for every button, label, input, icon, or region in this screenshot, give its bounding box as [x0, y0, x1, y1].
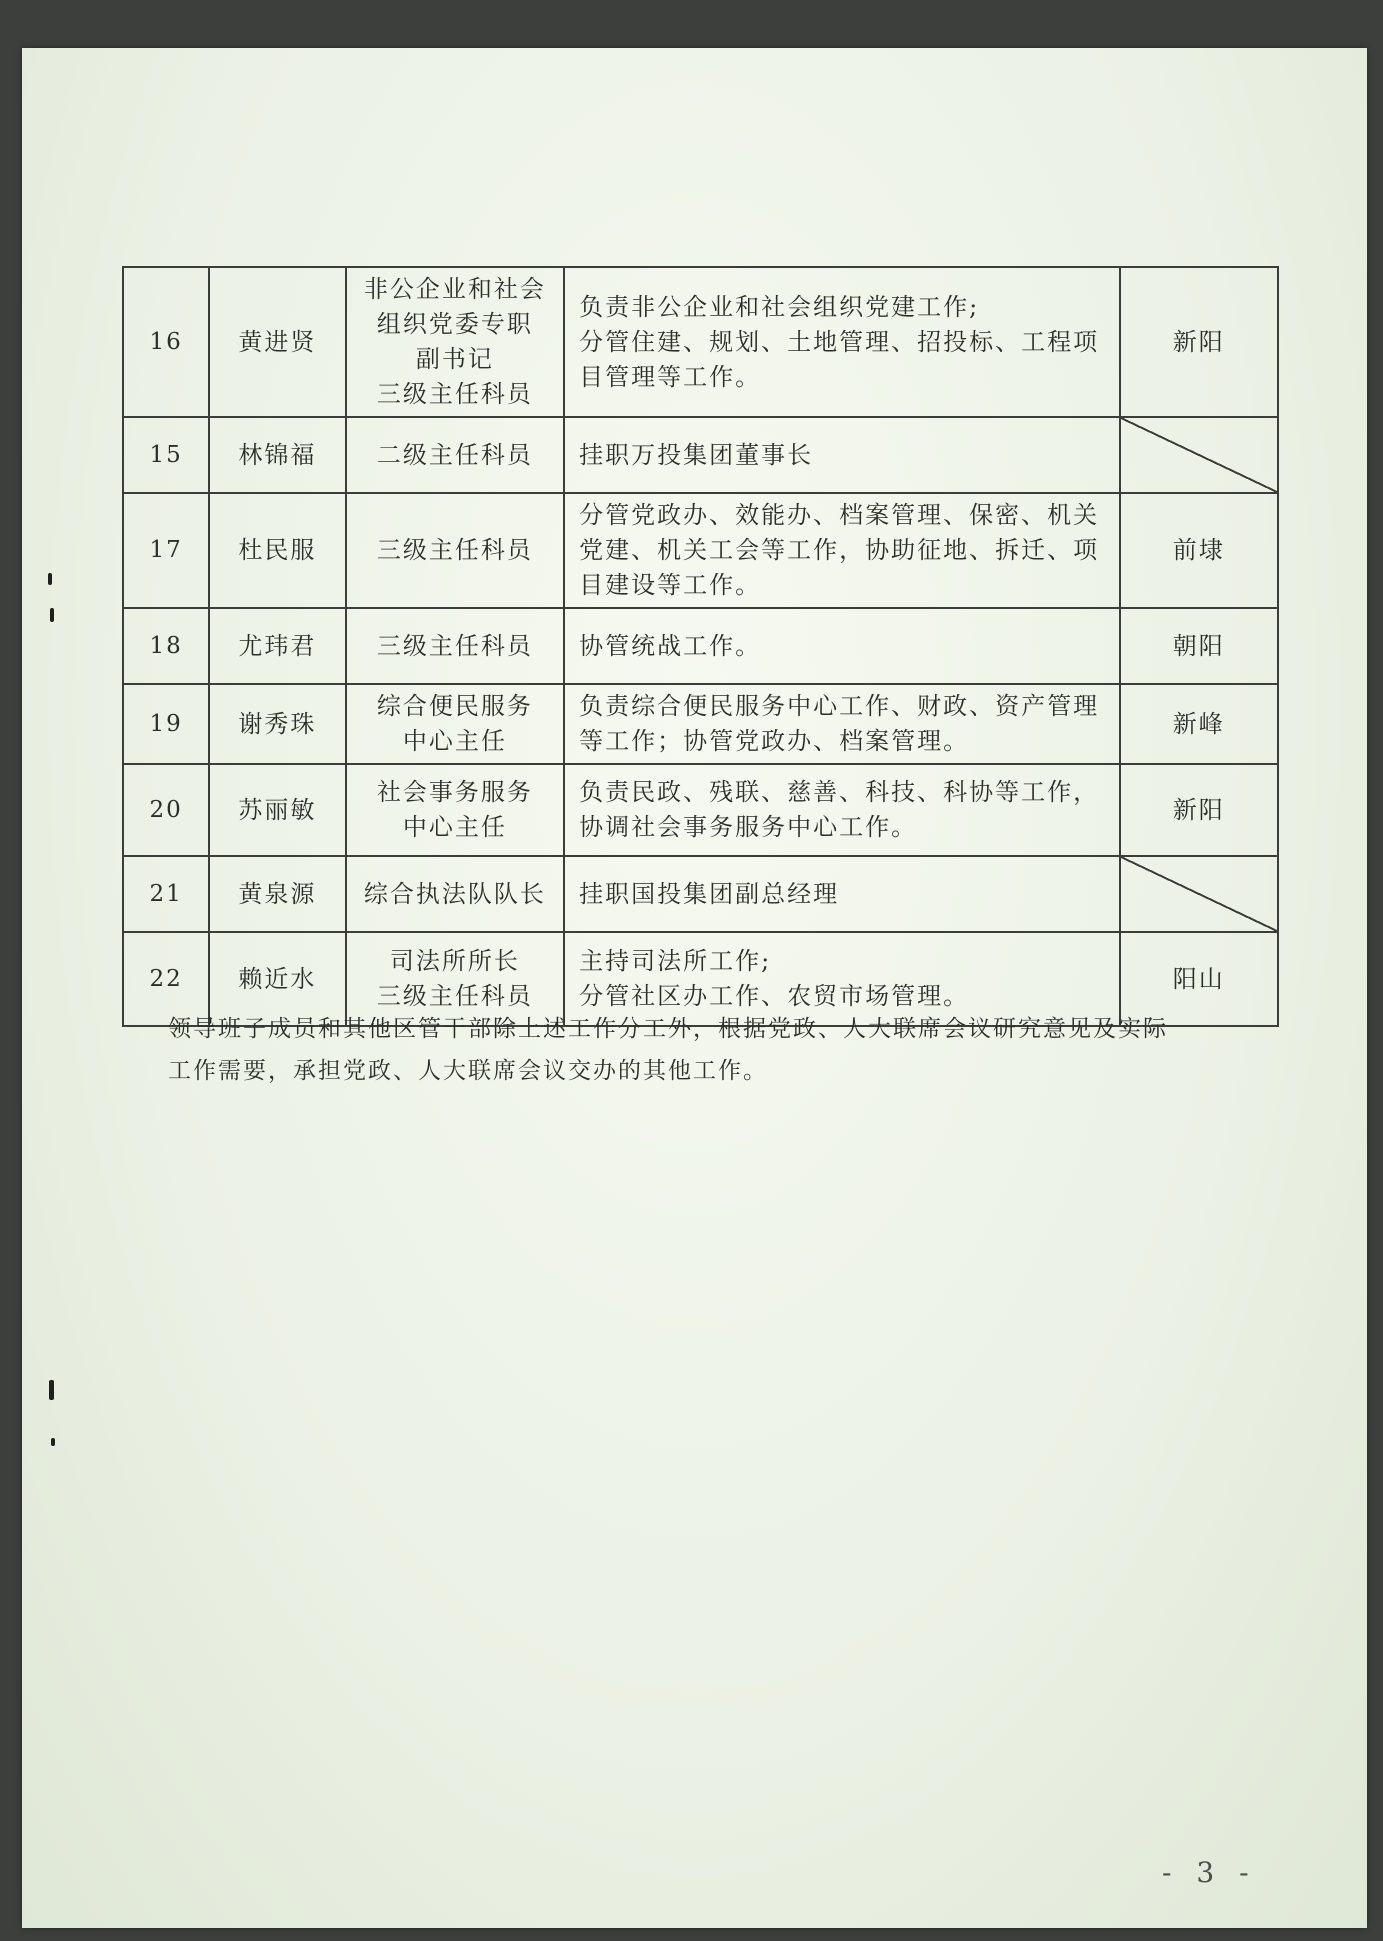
footnote-paragraph — [168, 1008, 1248, 1092]
row-number: 18 — [123, 608, 209, 684]
person-name: 林锦福 — [209, 417, 345, 493]
footnote-line: 领导班子成员和其他区管干部除上述工作分工外，根据党政、人大联席会议研究意见及实际 — [168, 1016, 1168, 1042]
duty-description: 挂职国投集团副总经理 — [564, 856, 1119, 932]
liaison-area: 前埭 — [1120, 493, 1278, 608]
punch-mark — [48, 573, 52, 585]
person-name: 黄进贤 — [209, 267, 345, 417]
table-row — [123, 856, 1278, 932]
position-title: 二级主任科员 — [346, 417, 565, 493]
row-number: 19 — [123, 684, 209, 764]
row-number: 20 — [123, 764, 209, 856]
person-name: 尤玮君 — [209, 608, 345, 684]
duty-description: 负责综合便民服务中心工作、财政、资产管理 等工作；协管党政办、档案管理。 — [564, 684, 1119, 764]
liaison-area: 新峰 — [1120, 684, 1278, 764]
page-number: - 3 - — [1162, 1856, 1257, 1889]
position-title: 综合执法队队长 — [346, 856, 565, 932]
row-number: 16 — [123, 267, 209, 417]
table-row — [123, 267, 1278, 417]
table-row — [123, 764, 1278, 856]
position-title: 综合便民服务 中心主任 — [346, 684, 565, 764]
duty-description: 负责民政、残联、慈善、科技、科协等工作， 协调社会事务服务中心工作。 — [564, 764, 1119, 856]
liaison-area-empty — [1120, 856, 1278, 932]
duty-description: 负责非公企业和社会组织党建工作; 分管住建、规划、土地管理、招投标、工程项 目管理等工作。 — [564, 267, 1119, 417]
duty-description: 分管党政办、效能办、档案管理、保密、机关 党建、机关工会等工作，协助征地、拆迁、项 目建设等工作。 — [564, 493, 1119, 608]
table-row — [123, 417, 1278, 493]
position-title: 司法所所长 三级主任科员 — [346, 932, 565, 1026]
document-page — [22, 48, 1367, 1928]
table-row — [123, 493, 1278, 608]
person-name: 苏丽敏 — [209, 764, 345, 856]
row-number: 21 — [123, 856, 209, 932]
person-name: 谢秀珠 — [209, 684, 345, 764]
row-number: 22 — [123, 932, 209, 1026]
liaison-area-empty — [1120, 417, 1278, 493]
liaison-area: 阳山 — [1120, 932, 1278, 1026]
duty-assignment-table — [122, 266, 1279, 1027]
punch-mark — [49, 1380, 54, 1400]
liaison-area: 朝阳 — [1120, 608, 1278, 684]
liaison-area: 新阳 — [1120, 764, 1278, 856]
table-row — [123, 608, 1278, 684]
punch-mark — [51, 1438, 55, 1446]
table-row — [123, 684, 1278, 764]
position-title: 三级主任科员 — [346, 493, 565, 608]
position-title: 三级主任科员 — [346, 608, 565, 684]
duty-description: 挂职万投集团董事长 — [564, 417, 1119, 493]
person-name: 黄泉源 — [209, 856, 345, 932]
person-name: 杜民服 — [209, 493, 345, 608]
position-title: 社会事务服务 中心主任 — [346, 764, 565, 856]
punch-mark — [50, 608, 54, 622]
footnote-line: 工作需要，承担党政、人大联席会议交办的其他工作。 — [168, 1058, 768, 1084]
person-name: 赖近水 — [209, 932, 345, 1026]
duty-description: 主持司法所工作; 分管社区办工作、农贸市场管理。 — [564, 932, 1119, 1026]
row-number: 17 — [123, 493, 209, 608]
duty-description: 协管统战工作。 — [564, 608, 1119, 684]
position-title: 非公企业和社会 组织党委专职 副书记 三级主任科员 — [346, 267, 565, 417]
liaison-area: 新阳 — [1120, 267, 1278, 417]
row-number: 15 — [123, 417, 209, 493]
